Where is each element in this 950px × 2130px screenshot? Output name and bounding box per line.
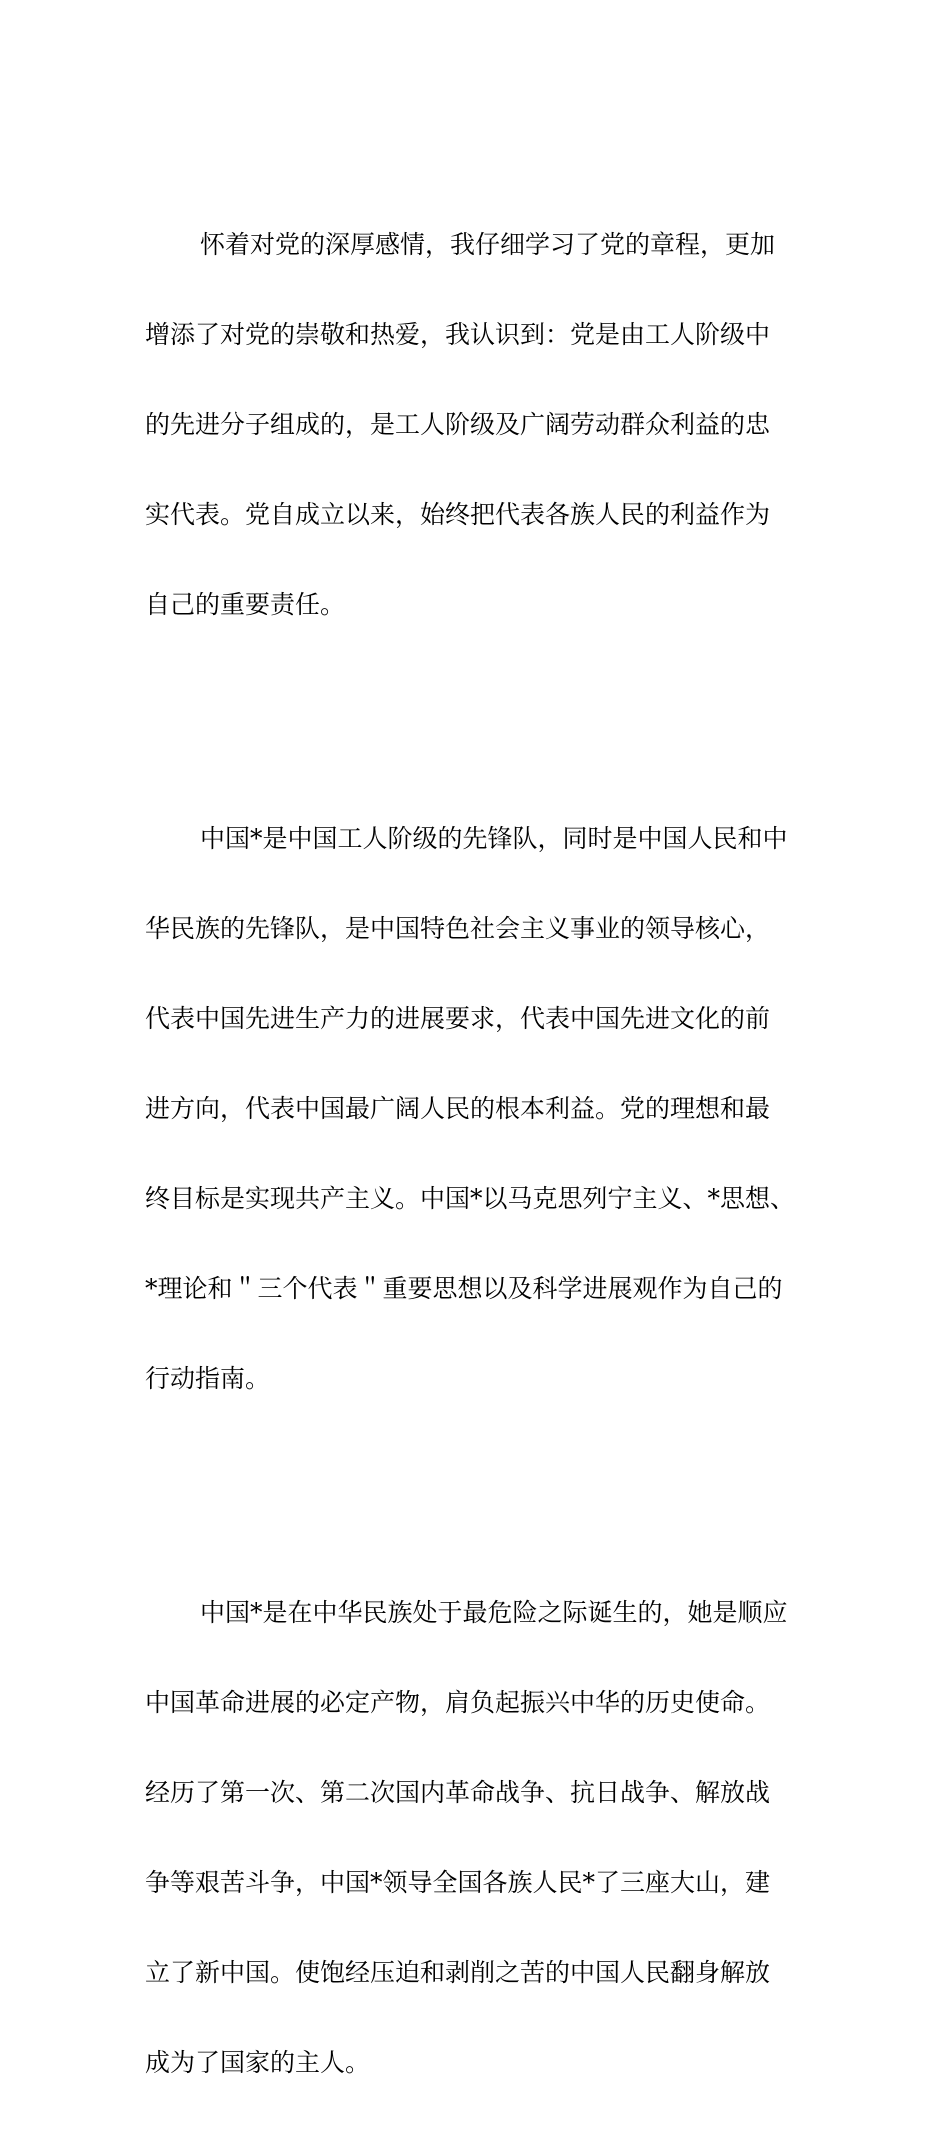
paragraph-line: 终目标是实现共产主义。中国*以马克思列宁主义、*思想、 (145, 1184, 796, 1213)
paragraph-line: 增添了对党的崇敬和热爱，我认识到：党是由工人阶级中 (145, 320, 771, 349)
paragraph-line: 的先进分子组成的，是工人阶级及广阔劳动群众利益的忠 (145, 410, 771, 439)
paragraph-line: 经历了第一次、第二次国内革命战争、抗日战争、解放战 (145, 1778, 771, 1807)
paragraph-line: 行动指南。 (145, 1364, 271, 1393)
paragraph-3 (145, 1545, 810, 2130)
paragraph-line: 代表中国先进生产力的进展要求，代表中国先进文化的前 (145, 1004, 771, 1033)
paragraph-line: 争等艰苦斗争，中国*领导全国各族人民*了三座大山，建 (145, 1868, 771, 1897)
paragraph-line: 进方向，代表中国最广阔人民的根本利益。党的理想和最 (145, 1094, 771, 1123)
paragraph-2 (145, 771, 810, 1446)
paragraph-line: 实代表。党自成立以来，始终把代表各族人民的利益作为 (145, 500, 771, 529)
paragraph-line: 怀着对党的深厚感情，我仔细学习了党的章程，更加 (200, 230, 776, 259)
paragraph-1 (145, 177, 810, 672)
paragraph-line: 立了新中国。使饱经压迫和剥削之苦的中国人民翻身解放 (145, 1958, 771, 1987)
paragraph-line: 中国*是中国工人阶级的先锋队，同时是中国人民和中 (200, 824, 788, 853)
paragraph-line: 自己的重要责任。 (145, 590, 346, 619)
paragraph-line: 成为了国家的主人。 (145, 2048, 371, 2077)
paragraph-line: 中国*是在中华民族处于最危险之际诞生的，她是顺应 (200, 1598, 788, 1627)
paragraph-line: *理论和＂三个代表＂重要思想以及科学进展观作为自己的 (145, 1274, 783, 1303)
paragraph-line: 中国革命进展的必定产物，肩负起振兴中华的历史使命。 (145, 1688, 771, 1717)
document-body (145, 177, 810, 2130)
paragraph-line: 华民族的先锋队，是中国特色社会主义事业的领导核心， (145, 914, 771, 943)
